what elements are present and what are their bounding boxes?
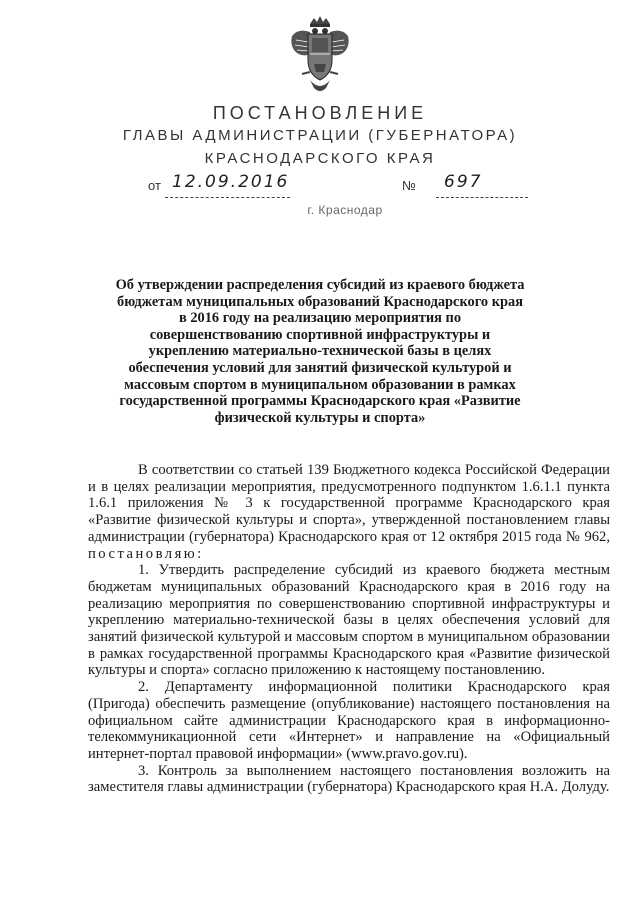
item-2-paragraph: 2. Департаменту информационной политики Краснодарского края (Пригода) обеспечить размещение (опубликование) настоящего постановления на официальном сайте администрации Краснодарского края в информационно-телекоммуникационной сети «Интернет» и направление на «Официальный интернет-портал правовой информации» (www.pravo.gov.ru).: [88, 679, 610, 762]
document-type-heading: ПОСТАНОВЛЕНИЕ: [212, 103, 428, 123]
date-underline: [165, 197, 290, 199]
document-title: Об утверждении распределения субсидий из краевого бюджета бюджетам муниципальных образований Краснодарского края в 2016 году на реализацию мероприятия по совершенствованию спортивной инфраструктуры и укреплению материально-технической базы в целях обеспечения условий для занятий физической культурой и массовым спортом в муниципальном образовании в рамках государственной программы Краснодарского края «Развитие физической культуры и спорта»: [115, 277, 525, 426]
handwritten-date: 12.09.2016: [172, 172, 290, 192]
item-1-paragraph: 1. Утвердить распределение субсидий из краевого бюджета местным бюджетам муниципальных образований Краснодарского края в 2016 году на реализацию мероприятия по совершенствованию спортивной инфраструктуры и укреплению материально-технической базы в целях обеспечения условий для занятий физической культурой и массовым спортом в муниципальном образовании в рамках государственной программы Краснодарского края «Развитие физической культуры и спорта» согласно приложению к настоящему постановлению.: [88, 562, 610, 679]
intro-paragraph: [88, 462, 610, 562]
document-body: [88, 462, 610, 796]
item-3-paragraph: 3. Контроль за выполнением настоящего постановления возложить на заместителя главы администрации (губернатора) Краснодарского края Н.А. Долуду.: [88, 762, 610, 796]
issuer-heading: ГЛАВЫ АДМИНИСТРАЦИИ (ГУБЕРНАТОРА): [122, 127, 518, 144]
handwritten-number: 697: [444, 172, 483, 192]
number-label: №: [402, 178, 416, 193]
region-heading: КРАСНОДАРСКОГО КРАЯ: [204, 150, 436, 167]
coat-of-arms-emblem: [288, 14, 352, 96]
city-label: г. Краснодар: [307, 203, 383, 217]
date-label: от: [148, 178, 161, 193]
intro-text: В соответствии со статьей 139 Бюджетного кодекса Российской Федерации и в целях реализации мероприятия, предусмотренного подпунктом 1.6.1.1 пункта 1.6.1 приложения № 3 к государственной программе Краснодарского края «Развитие физической культуры и спорта», утвержденной постановлением главы администрации (губернатора) Краснодарского края от 12 октября 2015 года № 962,: [88, 462, 610, 545]
decree-word: постановляю:: [88, 545, 204, 562]
number-underline: [436, 197, 528, 199]
